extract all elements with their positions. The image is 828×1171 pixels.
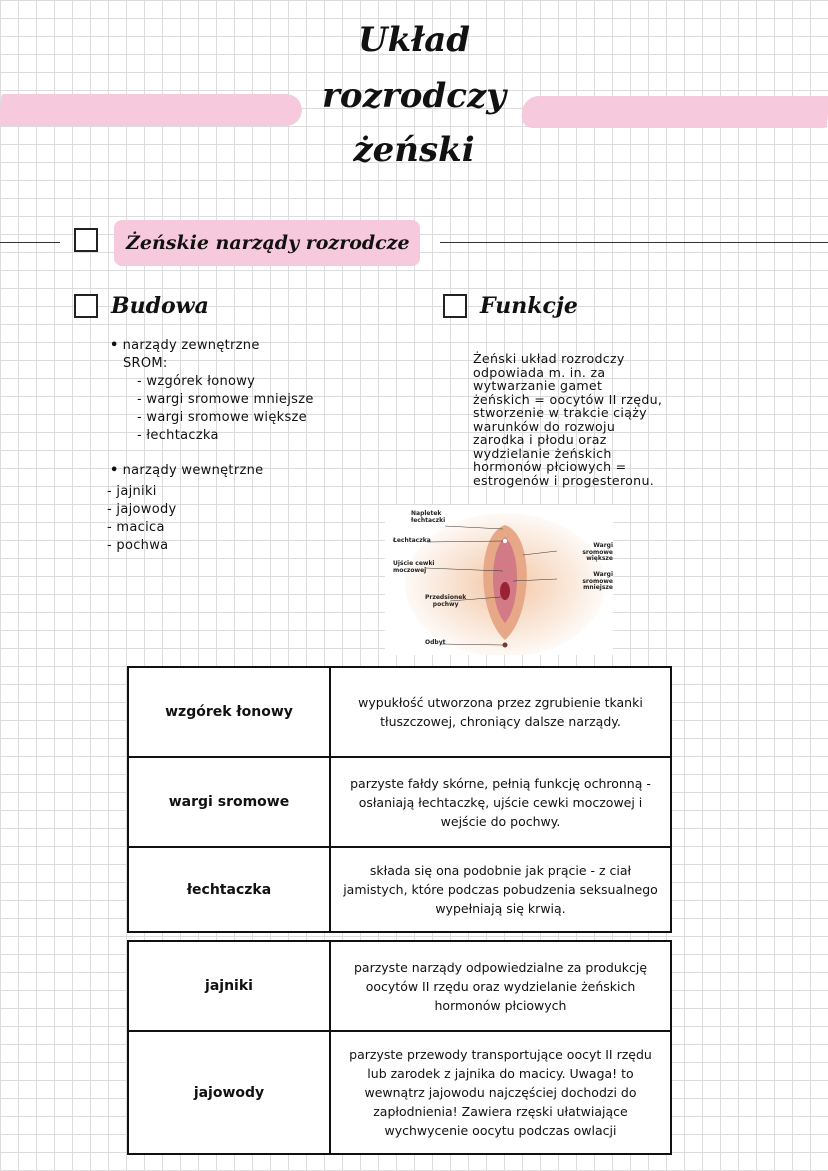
divider-right [440,242,828,243]
table-term: jajniki [128,941,330,1031]
table-row [128,667,671,757]
internal-label: narządy wewnętrzne [122,463,264,478]
srom-label: SROM: [123,356,168,371]
page-title-line-3: żeński [353,130,475,170]
figure-label-wargi-mniejsze: Wargi sromowe mniejsze [582,571,613,591]
clitoris-shape [503,539,507,543]
budowa-checkbox[interactable] [74,294,98,318]
figure-label-odbyt: Odbyt [425,639,446,646]
external-label: narządy zewnętrzne [122,338,260,353]
funkcje-description [473,352,688,487]
funkcje-line: stworzenie w trakcie ciąży [473,405,647,420]
page-title-line-1: Układ [357,20,471,60]
table-desc: parzyste narządy odpowiedzialne za produkcję oocytów II rzędu oraz wydzielanie żeńskich hormonów płciowych [330,941,671,1031]
figure-label-napletek: Napletek łechtaczki [411,510,446,524]
list-item: - łechtaczka [137,428,219,443]
section-header-label: Żeńskie narządy rozrodcze [126,232,410,254]
pink-brush-left [0,94,304,126]
table-term: wargi sromowe [128,757,330,847]
table-term: wzgórek łonowy [128,667,330,757]
budowa-heading: Budowa [111,293,209,319]
funkcje-line: hormonów płciowych = [473,459,627,474]
table-row [128,1031,671,1154]
internal-organs-list [107,483,177,555]
table-term: łechtaczka [128,847,330,932]
internal-organs-table [127,940,672,1155]
figure-label-lechtaczka: Łechtaczka [393,537,431,544]
list-item: - jajowody [107,502,177,517]
section-checkbox[interactable] [74,228,98,252]
funkcje-line: warunków do rozwoju [473,418,616,434]
anus-shape [503,643,508,648]
list-item: - pochwa [107,538,169,553]
funkcje-line: estrogenów i progesteronu. [473,472,655,488]
external-label-row: • narządy zewnętrzne [110,338,260,353]
external-organs-table [127,666,672,933]
table-row [128,757,671,847]
page-title-line-2: rozrodczy [321,76,507,116]
list-item: - wzgórek łonowy [137,374,256,389]
vestibule-shape [500,582,510,600]
external-organs-list [110,337,314,445]
funkcje-line: wydzielanie żeńskich [473,445,612,461]
funkcje-line: wytwarzanie gamet [473,378,603,393]
funkcje-checkbox[interactable] [443,294,467,318]
list-item: - macica [107,520,165,535]
table-desc: parzyste przewody transportujące oocyt II rzędu lub zarodek z jajnika do macicy. Uwaga! to wewnątrz jajowodu najczęściej dochodzi do zapłodnienia! Zawiera rzęski ułatwiające wychwycenie oocytu podczas owlacji [330,1031,671,1154]
anatomy-figure [385,505,613,655]
figure-label-wargi-wieksze: Wargi sromowe większe [582,542,613,562]
divider-left [0,242,60,243]
figure-label-przedsionek: Przedsionek pochwy [425,594,467,608]
funkcje-line: odpowiada m. in. za [473,364,606,380]
list-item: - wargi sromowe większe [137,410,307,425]
table-row [128,941,671,1031]
table-term: jajowody [128,1031,330,1154]
internal-label-row: • narządy wewnętrzne [110,463,264,478]
table-row [128,847,671,932]
table-desc: składa się ona podobnie jak prącie - z ciał jamistych, które podczas pobudzenia seksualnego wypełniają się krwią. [330,847,671,932]
list-item: - jajniki [107,484,157,499]
table-desc: wypukłość utworzona przez zgrubienie tkanki tłuszczowej, chroniący dalsze narządy. [330,667,671,757]
funkcje-line: żeńskich = oocytów II rzędu, [473,391,663,407]
funkcje-line: zarodka i płodu oraz [473,432,607,447]
section-header [114,220,420,266]
figure-label-ujscie: Ujście cewki moczowej [393,560,435,574]
list-item: - wargi sromowe mniejsze [137,392,314,407]
funkcje-heading: Funkcje [480,293,578,319]
table-desc: parzyste fałdy skórne, pełnią funkcję ochronną - osłaniają łechtaczkę, ujście cewki moczowej i wejście do pochwy. [330,757,671,847]
funkcje-line: Żeński układ rozrodczy [473,351,625,366]
